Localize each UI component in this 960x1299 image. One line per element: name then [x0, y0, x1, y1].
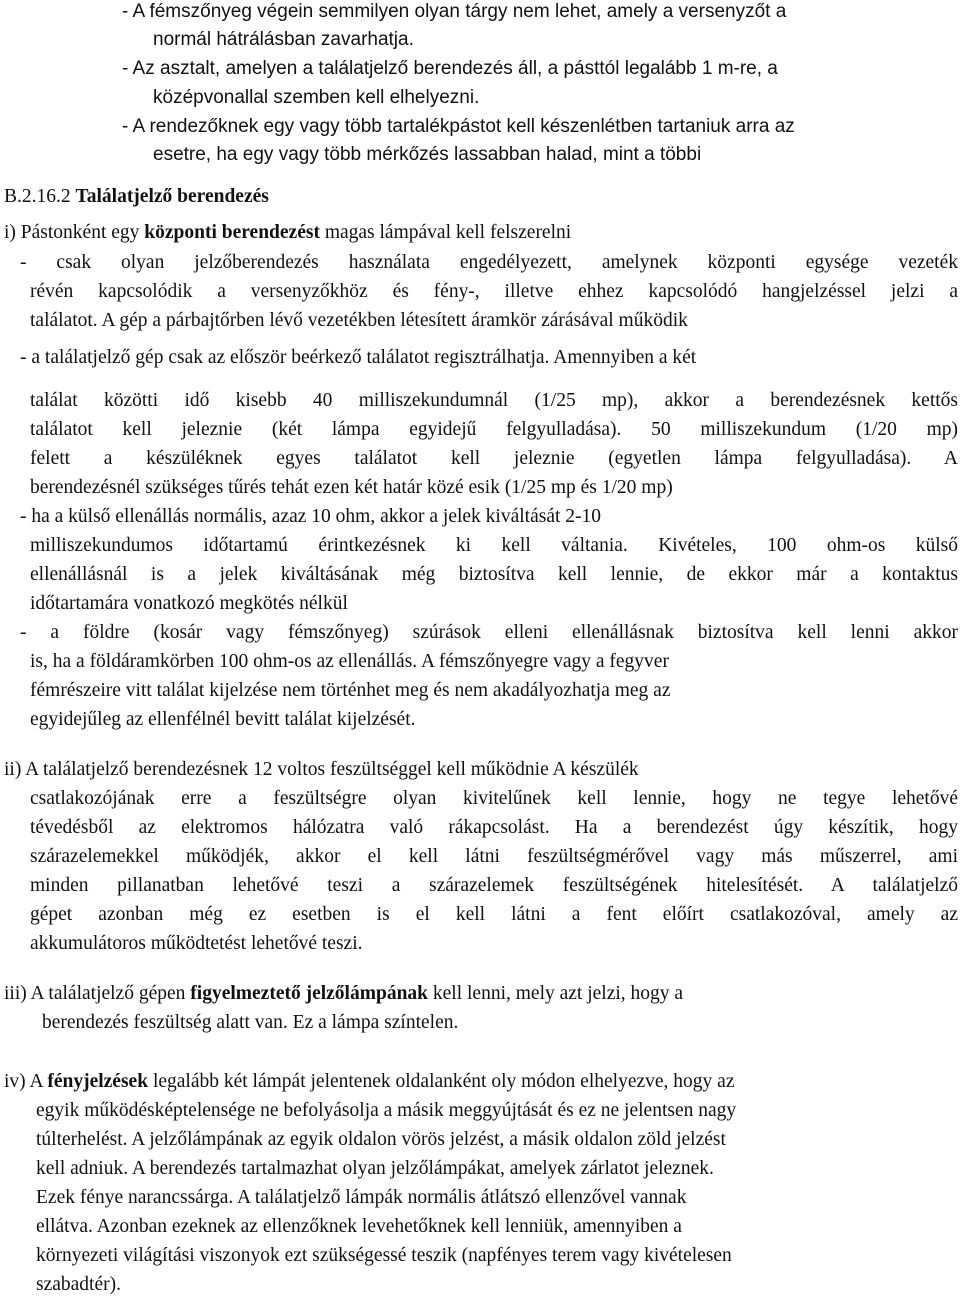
bullet-2-line-2: középvonallal szemben kell elhelyezni.: [153, 87, 480, 108]
part-i-lead-pre: i) Pástonként egy: [4, 222, 145, 243]
part-i-line: révén kapcsolódik a versenyzőkhöz és fény-, illetve ehhez kapcsolódó hangjelzéssel jelzi a: [30, 281, 958, 302]
part-iii-line-2: berendezés feszültség alatt van. Ez a lámpa színtelen.: [42, 1012, 459, 1033]
part-i-lead-post: magas lámpával kell felszerelni: [319, 222, 572, 243]
part-iv-pre: iv) A: [4, 1071, 48, 1092]
part-i-line: fémrészeire vitt találat kijelzése nem történhet meg és nem akadályozhatja meg az: [30, 680, 671, 701]
part-iii-pre: iii) A találatjelző gépen: [4, 983, 191, 1004]
part-ii-line: tévedésből az elektromos hálózatra való rákapcsolást. Ha a berendezést úgy készítik, hogy: [30, 817, 958, 838]
part-i-line: - a földre (kosár vagy fémszőnyeg) szúrások elleni ellenállásnak biztosítva kell lenni akkor: [20, 622, 958, 643]
part-iv-line: Ezek fénye narancssárga. A találatjelző lámpák normális átlátszó ellenzővel vannak: [36, 1187, 687, 1208]
part-i-line: ellenállásnál is a jelek kiváltásának még biztosítva kell lennie, de ekkor már a kontaktus: [30, 564, 958, 585]
bullet-1-line-1: - A fémszőnyeg végein semmilyen olyan tárgy nem lehet, amely a versenyzőt a: [122, 1, 787, 22]
part-iv-line: túlterhelést. A jelzőlámpának az egyik oldalon vörös jelzést, a másik oldalon zöld jelzést: [36, 1129, 726, 1150]
part-i-line: - a találatjelző gép csak az először beérkező találatot regisztrálhatja. Amennyiben a két: [20, 347, 697, 368]
part-i-lead-bold: központi berendezést: [144, 222, 320, 243]
part-iii-post: kell lenni, mely azt jelzi, hogy a: [428, 983, 684, 1004]
bullet-3-line-1: - A rendezőknek egy vagy több tartalékpástot kell készenlétben tartaniuk arra az: [122, 116, 795, 137]
section-heading: [4, 185, 269, 209]
part-iv-line-1: [4, 1070, 734, 1094]
part-i-line: - csak olyan jelzőberendezés használata engedélyezett, amelynek központi egysége vezeték: [20, 252, 958, 273]
part-ii-line: gépet azonban még ez esetben is el kell látni a fent előírt csatlakozóval, amely az: [30, 904, 958, 925]
part-ii-line: csatlakozójának erre a feszültségre olyan kivitelűnek kell lennie, hogy ne tegye lehetővé: [30, 788, 958, 809]
part-i-line: berendezésnél szükséges tűrés tehát ezen két határ közé esik (1/25 mp és 1/20 mp): [30, 477, 673, 498]
bullet-2-line-1: - Az asztalt, amelyen a találatjelző berendezés áll, a pásttól legalább 1 m-re, a: [122, 58, 778, 79]
part-iv-line: környezeti világítási viszonyok ezt szükségessé teszik (napfényes terem vagy kivételesen: [36, 1245, 732, 1266]
bullet-3-line-2: esetre, ha egy vagy több mérkőzés lassabban halad, mint a többi: [153, 144, 702, 165]
part-iv-line: szabadtér).: [36, 1274, 121, 1295]
part-ii-line: szárazelemekkel működjék, akkor el kell látni feszültségmérővel vagy más műszerrel, ami: [30, 846, 958, 867]
part-iv-post: legalább két lámpát jelentenek oldalanként oly módon elhelyezve, hogy az: [148, 1071, 735, 1092]
section-number: B.2.16.2: [4, 186, 71, 207]
part-i-line: milliszekundumos időtartamú érintkezésnek ki kell váltania. Kivételes, 100 ohm-os külső: [30, 535, 958, 556]
part-iv-line: ellátva. Azonban ezeknek az ellenzőknek levehetőknek kell lenniük, amennyiben a: [36, 1216, 682, 1237]
part-ii-line: akkumulátoros működtetést lehetővé teszi.: [30, 933, 363, 954]
part-iii-bold: figyelmeztető jelzőlámpának: [190, 983, 429, 1004]
part-i-line: - ha a külső ellenállás normális, azaz 10 ohm, akkor a jelek kiváltását 2-10: [20, 506, 602, 527]
bullet-1-line-2: normál hátrálásban zavarhatja.: [153, 29, 414, 50]
part-iii-line-1: [4, 982, 683, 1006]
part-iv-bold: fényjelzések: [47, 1071, 149, 1092]
part-i-lead: [4, 221, 571, 245]
part-ii-line: minden pillanatban lehetővé teszi a szárazelemek feszültségének hitelesítését. A találatjelző: [30, 875, 958, 896]
section-title: Találatjelző berendezés: [75, 186, 269, 207]
part-ii-line: ii) A találatjelző berendezésnek 12 voltos feszültséggel kell működnie A készülék: [4, 759, 639, 780]
part-iv-line: kell adniuk. A berendezés tartalmazhat olyan jelzőlámpákat, amelyek zárlatot jeleznek.: [36, 1158, 714, 1179]
part-i-line: találat közötti idő kisebb 40 milliszekundumnál (1/25 mp), akkor a berendezésnek kettős: [30, 390, 958, 411]
part-i-line: találatot kell jeleznie (két lámpa egyidejű felgyulladása). 50 milliszekundum (1/20 mp): [30, 419, 958, 440]
part-i-line: egyidejűleg az ellenfélnél bevitt találat kijelzését.: [30, 709, 416, 730]
part-i-line: felett a készüléknek egyes találatot kell jeleznie (egyetlen lámpa felgyulladása). A: [30, 448, 958, 469]
part-i-line: időtartamára vonatkozó megkötés nélkül: [30, 593, 348, 614]
part-iv-line: egyik működésképtelensége ne befolyásolja a másik meggyújtását és ez ne jelentsen nagy: [36, 1100, 737, 1121]
part-i-line: is, ha a földáramkörben 100 ohm-os az ellenállás. A fémszőnyegre vagy a fegyver: [30, 651, 669, 672]
part-i-line: találatot. A gép a párbajtőrben lévő vezetékben létesített áramkör zárásával működik: [30, 310, 688, 331]
